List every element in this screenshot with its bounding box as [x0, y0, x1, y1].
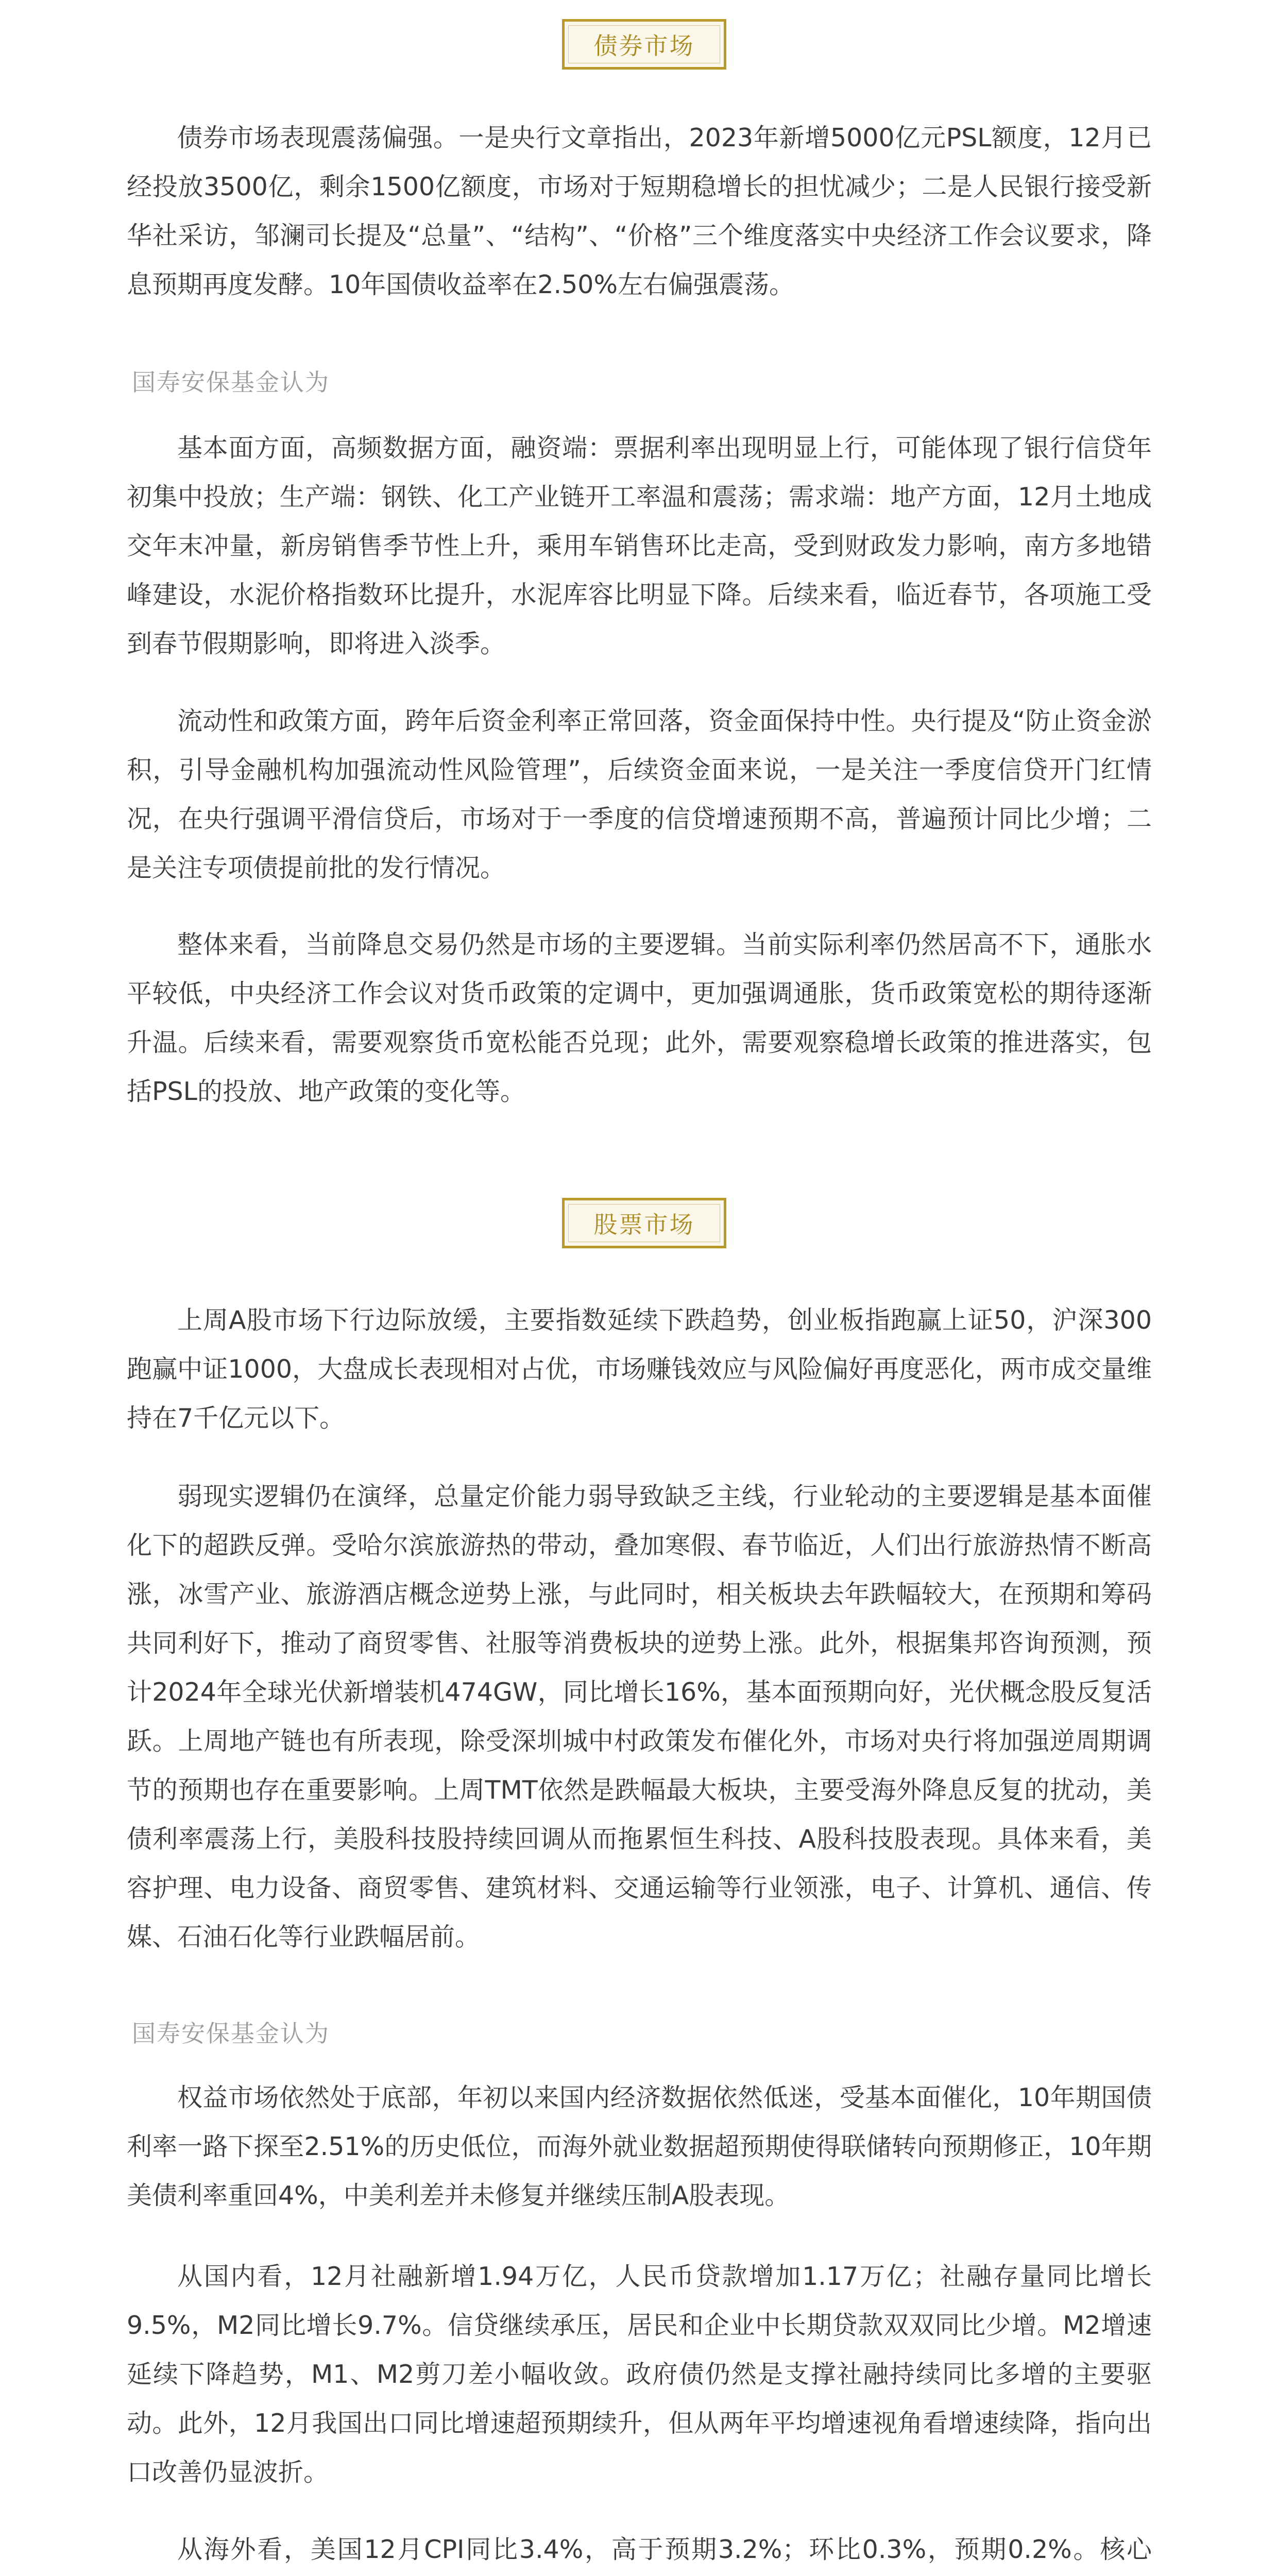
bond-section-title: 债券市场: [593, 32, 695, 60]
stock-section-title: 股票市场: [593, 1211, 695, 1239]
bond-section-tag: [562, 19, 726, 70]
stock-summary-paragraph: 上周A股市场下行边际放缓，主要指数延续下跌趋势，创业板指跑赢上证50，沪深300跑赢中证1000，大盘成长表现相对占优，市场赚钱效应与风险偏好再度恶化，两市成交量维持在7千亿元以下。: [127, 1306, 1152, 1433]
bond-outlook-paragraph: 整体来看，当前降息交易仍然是市场的主要逻辑。当前实际利率仍然居高不下，通胀水平较低，中央经济工作会议对货币政策的定调中，更加强调通胀，货币政策宽松的期待逐渐升温。后续来看，需要观察货币宽松能否兑现；此外，需要观察稳增长政策的推进落实，包括PSL的投放、地产政策的变化等。: [127, 930, 1152, 1106]
stock-domestic-paragraph: 从国内看，12月社融新增1.94万亿，人民币贷款增加1.17万亿；社融存量同比增长9.5%，M2同比增长9.7%。信贷继续承压，居民和企业中长期贷款双双同比少增。M2增速延续下降趋势，M1、M2剪刀差小幅收敛。政府债仍然是支撑社融持续同比多增的主要驱动。此外，12月我国出口同比增速超预期续升，但从两年平均增速视角看增速续降，指向出口改善仍显波折。: [127, 2262, 1152, 2487]
stock-logic-paragraph: 弱现实逻辑仍在演绎，总量定价能力弱导致缺乏主线，行业轮动的主要逻辑是基本面催化下的超跌反弹。受哈尔滨旅游热的带动，叠加寒假、春节临近，人们出行旅游热情不断高涨，冰雪产业、旅游酒店概念逆势上涨，与此同时，相关板块去年跌幅较大，在预期和筹码共同利好下，推动了商贸零售、社服等消费板块的逆势上涨。此外，根据集邦咨询预测，预计2024年全球光伏新增装机474GW，同比增长16%，基本面预期向好，光伏概念股反复活跃。上周地产链也有所表现，除受深圳城中村政策发布催化外，市场对央行将加强逆周期调节的预期也存在重要影响。上周TMT依然是跌幅最大板块，主要受海外降息反复的扰动，美债利率震荡上行，美股科技股持续回调从而拖累恒生科技、A股科技股表现。具体来看，美容护理、电力设备、商贸零售、建筑材料、交通运输等行业领涨，电子、计算机、通信、传媒、石油石化等行业跌幅居前。: [127, 1482, 1152, 1952]
bond-liquidity-paragraph: 流动性和政策方面，跨年后资金利率正常回落，资金面保持中性。央行提及“防止资金淤积，引导金融机构加强流动性风险管理”，后续资金面来说，一是关注一季度信贷开门红情况，在央行强调平滑信贷后，市场对于一季度的信贷增速预期不高，普遍预计同比少增；二是关注专项债提前批的发行情况。: [127, 706, 1152, 883]
bond-view-heading: 国寿安保基金认为: [132, 368, 330, 396]
stock-view-heading: 国寿安保基金认为: [132, 2020, 330, 2047]
bond-fundamentals-paragraph: 基本面方面，高频数据方面，融资端：票据利率出现明显上行，可能体现了银行信贷年初集中投放；生产端：钢铁、化工产业链开工率温和震荡；需求端：地产方面，12月土地成交年末冲量，新房销售季节性上升，乘用车销售环比走高，受到财政发力影响，南方多地错峰建设，水泥价格指数环比提升，水泥库容比明显下降。后续来看，临近春节，各项施工受到春节假期影响，即将进入淡季。: [127, 433, 1152, 658]
bond-summary-paragraph: 债券市场表现震荡偏强。一是央行文章指出，2023年新增5000亿元PSL额度，12月已经投放3500亿，剩余1500亿额度，市场对于短期稳增长的担忧减少；二是人民银行接受新华社采访，邹澜司长提及“总量”、“结构”、“价格”三个维度落实中央经济工作会议要求，降息预期再度发酵。10年国债收益率在2.50%左右偏强震荡。: [127, 123, 1152, 299]
stock-section-tag: [562, 1198, 726, 1248]
stock-overseas-paragraph: 从海外看，美国12月CPI同比3.4%，高于预期3.2%；环比0.3%，预期0.2%。核心: [177, 2535, 1152, 2564]
stock-equity-paragraph: 权益市场依然处于底部，年初以来国内经济数据依然低迷，受基本面催化，10年期国债利率一路下探至2.51%的历史低位，而海外就业数据超预期使得联储转向预期修正，10年期美债利率重回4%，中美利差并未修复并继续压制A股表现。: [127, 2083, 1152, 2210]
